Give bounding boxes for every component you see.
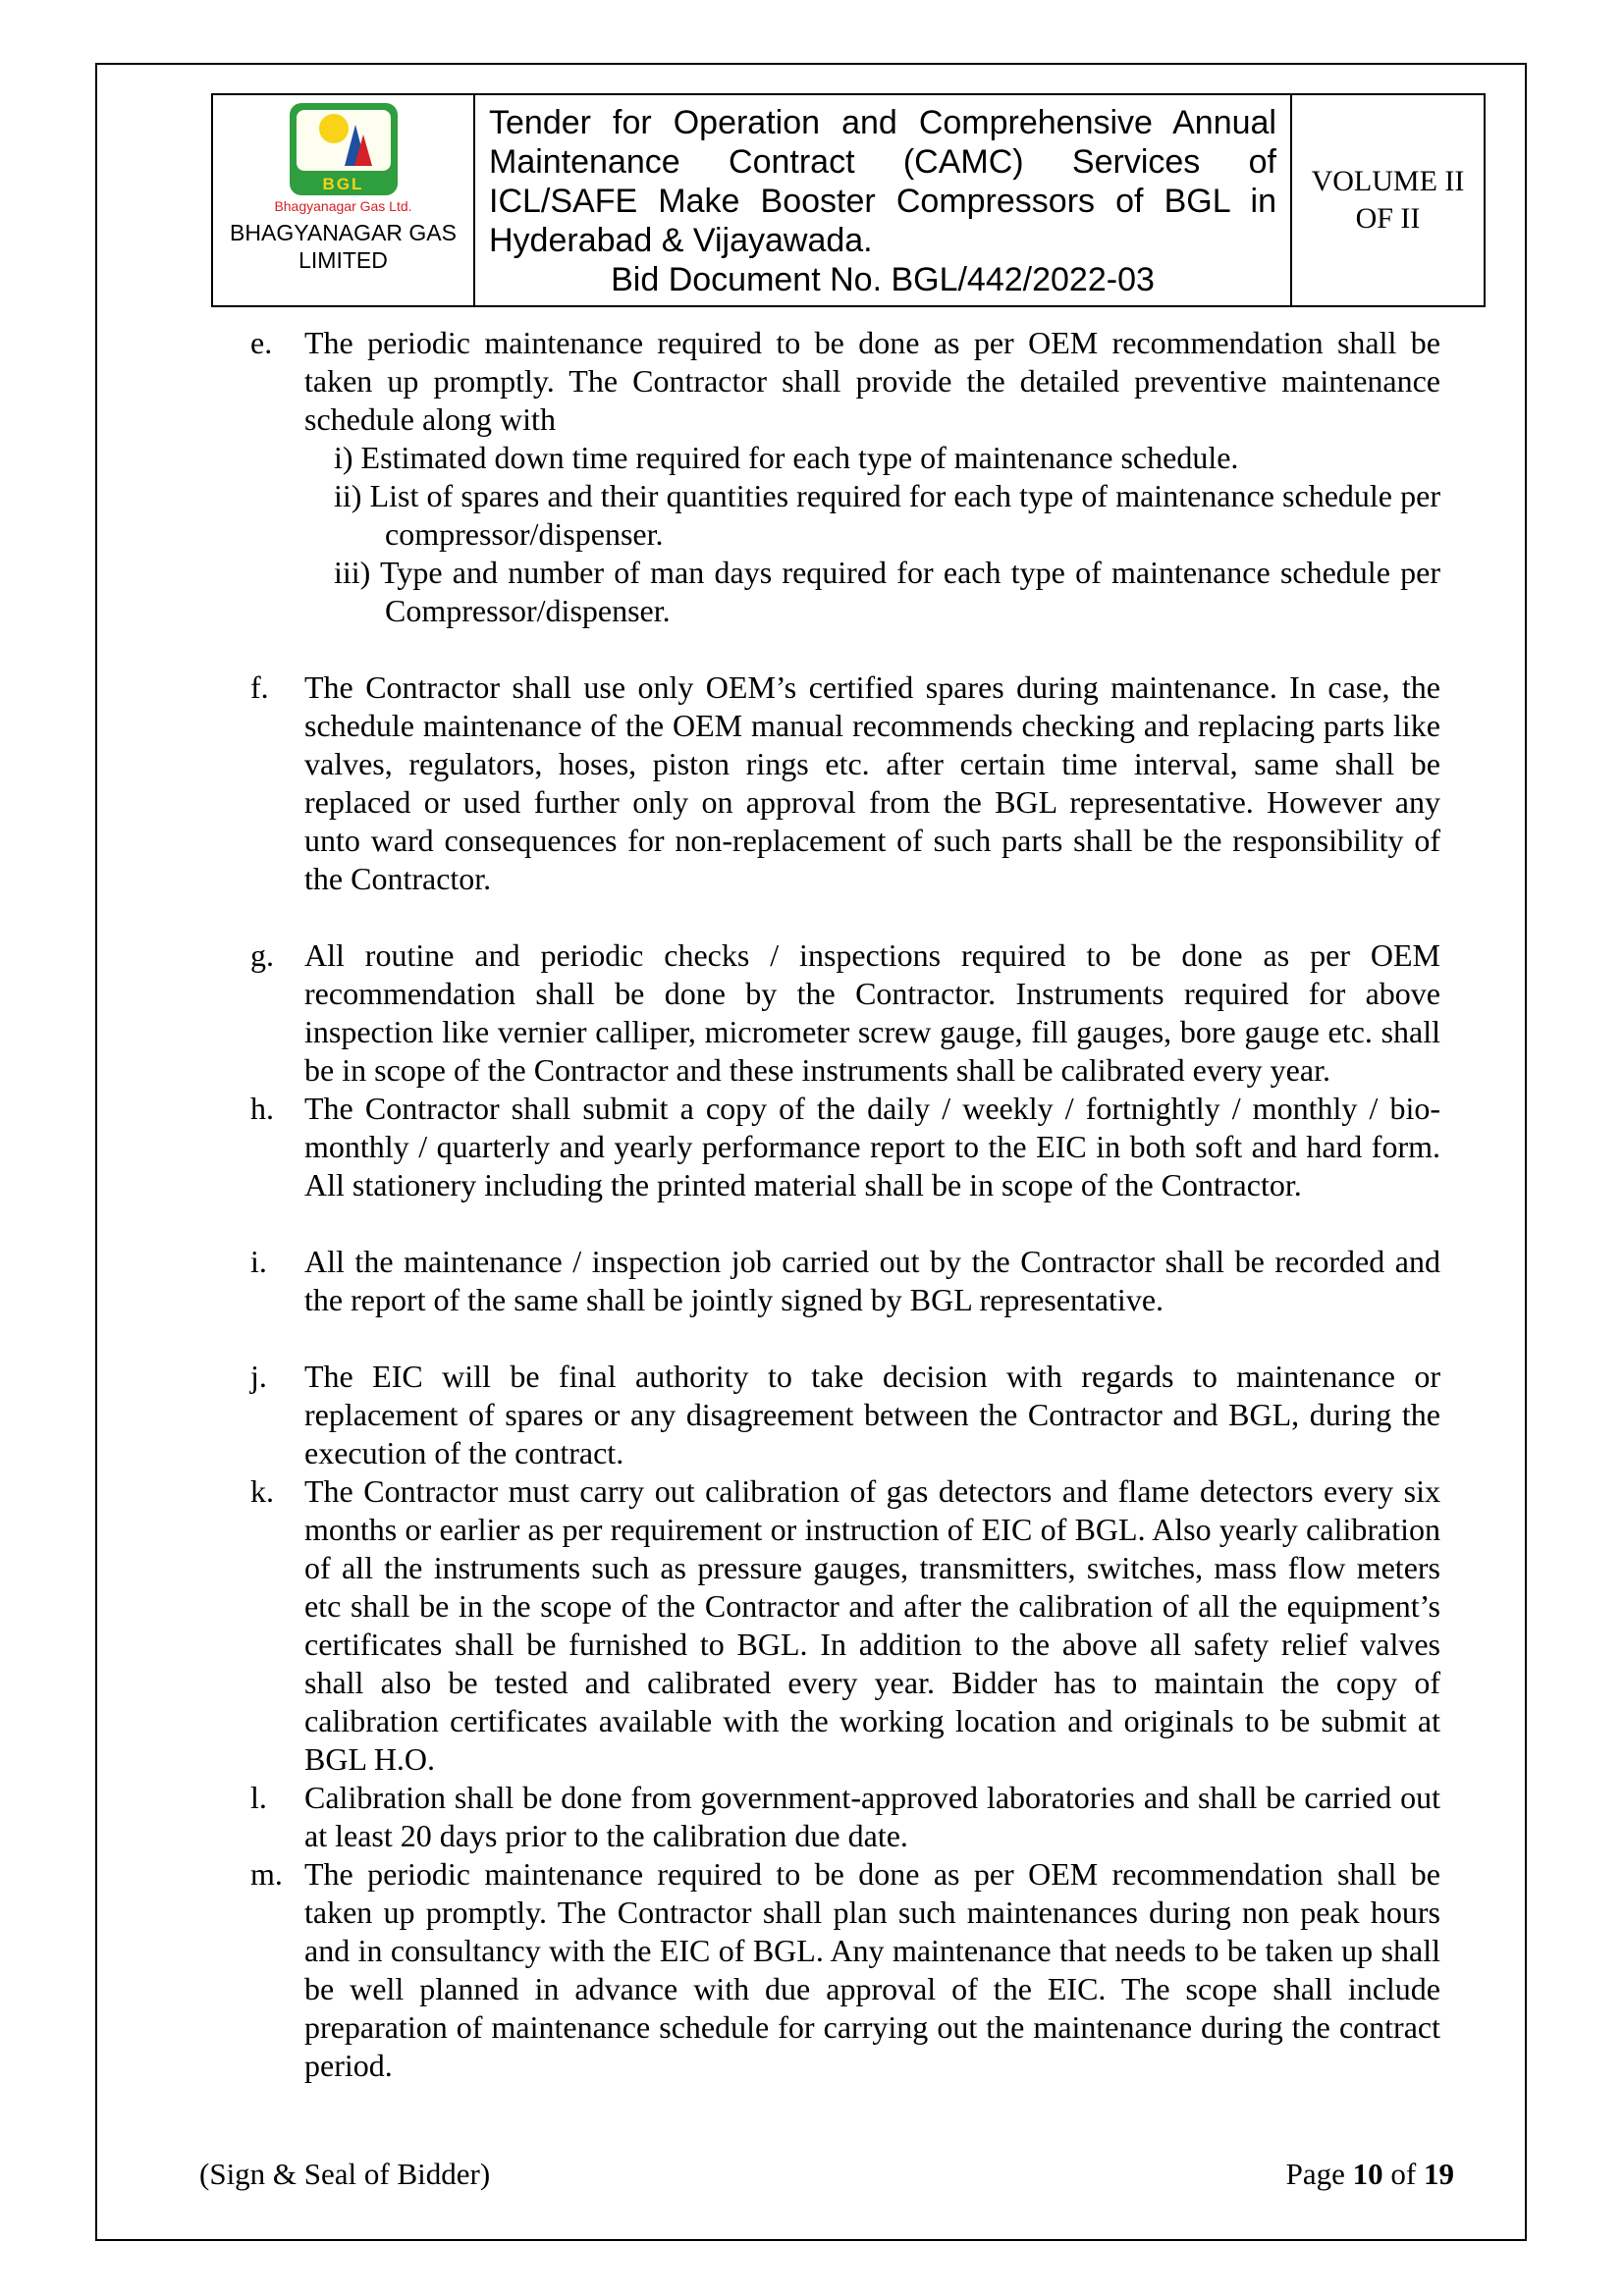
list-item-text: The Contractor shall submit a copy of the daily / weekly / fortnightly / monthly / bio-monthly / quarterly and yearly performance report to the EIC in both soft and hard form. All stationery including the printed material shall be in scope of the Contractor.	[304, 1091, 1440, 1202]
sublist-item-ii	[334, 477, 1440, 554]
page-number	[1286, 2156, 1454, 2193]
volume-line1: VOLUME II	[1311, 165, 1465, 197]
logo-monogram: BGL	[322, 175, 364, 193]
bid-document-number: Bid Document No. BGL/442/2022-03	[611, 261, 1155, 298]
header-table	[211, 93, 1486, 307]
document-body	[250, 324, 1440, 2085]
list-item-label: j.	[250, 1359, 267, 1394]
company-name	[230, 219, 457, 274]
list-item-k	[250, 1472, 1440, 1779]
page-footer	[199, 2156, 1454, 2193]
red-flame-icon	[354, 134, 372, 166]
list-item-label: e.	[250, 325, 273, 360]
list-item-label: f.	[250, 669, 269, 705]
list-item-label: g.	[250, 937, 274, 973]
volume-line2: OF II	[1355, 202, 1421, 235]
tender-title: Tender for Operation and Comprehensive Annual Maintenance Contract (CAMC) Services of ICL/SAFE Make Booster Compressors of BGL in Hyderabad & Vijayawada.	[489, 104, 1276, 259]
sublist-item-label: i)	[334, 440, 353, 475]
list-item-h	[250, 1090, 1440, 1204]
volume-cell	[1290, 95, 1484, 305]
company-name-line1: BHAGYANAGAR GAS	[230, 220, 457, 245]
sublist-item-i	[334, 439, 1440, 477]
list-item-label: k.	[250, 1473, 274, 1509]
list-item-i	[250, 1243, 1440, 1319]
sign-seal-note: (Sign & Seal of Bidder)	[199, 2157, 491, 2191]
of-label: of	[1382, 2157, 1424, 2191]
list-item-text: The periodic maintenance required to be done as per OEM recommendation shall be taken up promptly. The Contractor shall provide the detailed preventive maintenance schedule along with	[304, 325, 1440, 437]
list-item-j	[250, 1358, 1440, 1472]
list-item-label: m.	[250, 1856, 283, 1892]
bgl-logo-icon	[290, 103, 398, 195]
title-cell	[473, 95, 1290, 305]
list-item-l	[250, 1779, 1440, 1855]
sublist-item-label: iii)	[334, 555, 371, 590]
sublist-item-iii	[334, 554, 1440, 630]
logo-cell	[213, 95, 473, 305]
list-item-text: The Contractor must carry out calibration of gas detectors and flame detectors every six months or earlier as per requirement or instruction of EIC of BGL. Also yearly calibration of all the instruments such as pressure gauges, transmitters, switches, mass flow meters etc shall be in the scope of the Contractor and after the calibration of all the equipment’s certificates shall be furnished to BGL. In addition to the above all safety relief valves shall also be tested and calibrated every year. Bidder has to maintain the copy of calibration certificates available with the working location and originals to be submit at BGL H.O.	[304, 1473, 1440, 1777]
list-item-text: The Contractor shall use only OEM’s certified spares during maintenance. In case, the schedule maintenance of the OEM manual recommends checking and replacing parts like valves, regulators, hoses, piston rings etc. after certain time interval, same shall be replaced or used further only on approval from the BGL representative. However any unto ward consequences for non-replacement of such parts shall be the responsibility of the Contractor.	[304, 669, 1440, 896]
page-current: 10	[1352, 2157, 1383, 2191]
list-item-e	[250, 324, 1440, 630]
sublist-item-label: ii)	[334, 478, 362, 513]
logo-caption: Bhagyanagar Gas Ltd.	[274, 198, 412, 214]
sublist-item-text: Estimated down time required for each type of maintenance schedule.	[360, 440, 1239, 475]
list-item-f	[250, 668, 1440, 898]
list-item-text: The EIC will be final authority to take decision with regards to maintenance or replacement of spares or any disagreement between the Contractor and BGL, during the execution of the contract.	[304, 1359, 1440, 1470]
list-item-label: i.	[250, 1244, 267, 1279]
page-total: 19	[1424, 2157, 1454, 2191]
list-item-m	[250, 1855, 1440, 2085]
sublist-item-text: Type and number of man days required for each type of maintenance schedule per Compressor/dispenser.	[380, 555, 1441, 628]
list-item-text: All the maintenance / inspection job carried out by the Contractor shall be recorded and the report of the same shall be jointly signed by BGL representative.	[304, 1244, 1440, 1317]
list-item-g	[250, 936, 1440, 1090]
list-item-text: Calibration shall be done from government-approved laboratories and shall be carried out at least 20 days prior to the calibration due date.	[304, 1780, 1440, 1853]
page-label: Page	[1285, 2157, 1353, 2191]
list-item-label: h.	[250, 1091, 274, 1126]
sublist	[304, 439, 1440, 630]
list-item-text: All routine and periodic checks / inspections required to be done as per OEM recommendation shall be done by the Contractor. Instruments required for above inspection like vernier calliper, micrometer screw gauge, fill gauges, bore gauge etc. shall be in scope of the Contractor and these instruments shall be calibrated every year.	[304, 937, 1440, 1088]
sublist-item-text: List of spares and their quantities required for each type of maintenance schedule per compressor/dispenser.	[369, 478, 1441, 552]
company-name-line2: LIMITED	[298, 247, 388, 273]
list-item-text: The periodic maintenance required to be done as per OEM recommendation shall be taken up promptly. The Contractor shall plan such maintenances during non peak hours and in consultancy with the EIC of BGL. Any maintenance that needs to be taken up shall be well planned in advance with due approval of the EIC. The scope shall include preparation of maintenance schedule for carrying out the maintenance during the contract period.	[304, 1856, 1440, 2083]
list-item-label: l.	[250, 1780, 267, 1815]
